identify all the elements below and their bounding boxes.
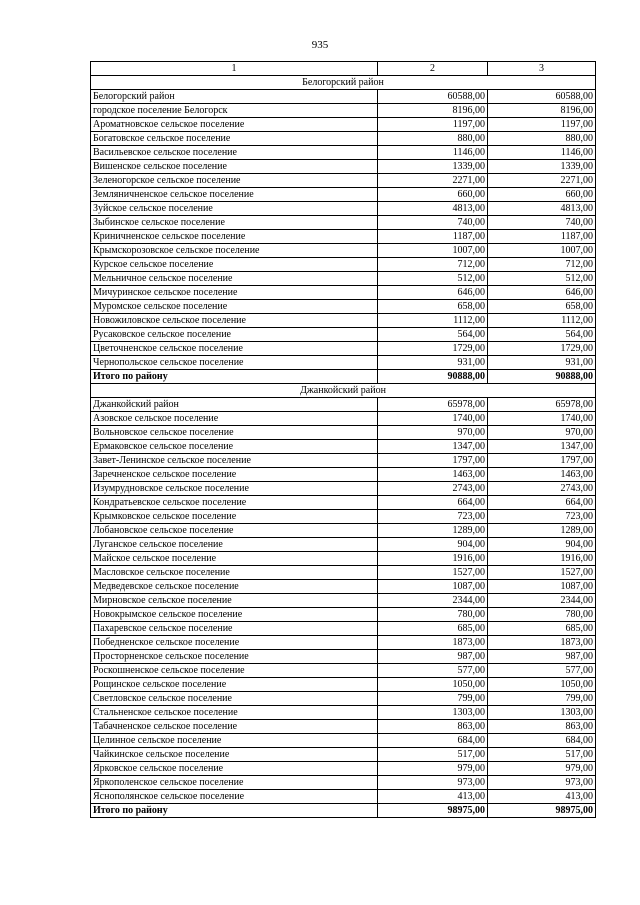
name-cell: Мичуринское сельское поселение [91, 286, 378, 300]
value-cell-col2: 1146,00 [378, 146, 488, 160]
name-cell: Мирновское сельское поселение [91, 594, 378, 608]
name-cell: Роскошненское сельское поселение [91, 664, 378, 678]
name-cell: Азовское сельское поселение [91, 412, 378, 426]
table-row [91, 468, 596, 482]
value-cell-col2: 1740,00 [378, 412, 488, 426]
page-number: 935 [311, 39, 329, 51]
name-cell: Ярковское сельское поселение [91, 762, 378, 776]
value-cell-col2: 904,00 [378, 538, 488, 552]
budget-table [90, 61, 596, 818]
total-value-col3: 90888,00 [488, 370, 596, 384]
value-cell-col3: 979,00 [488, 762, 596, 776]
name-cell: Заречненское сельское поселение [91, 468, 378, 482]
value-cell-col2: 8196,00 [378, 104, 488, 118]
table-row [91, 776, 596, 790]
header-cell-2: 2 [378, 62, 488, 76]
table-row [91, 356, 596, 370]
name-cell: Зеленогорское сельское поселение [91, 174, 378, 188]
value-cell-col3: 517,00 [488, 748, 596, 762]
table-row [91, 440, 596, 454]
value-cell-col2: 2271,00 [378, 174, 488, 188]
value-cell-col3: 1916,00 [488, 552, 596, 566]
value-cell-col3: 1187,00 [488, 230, 596, 244]
name-cell: Вольновское сельское поселение [91, 426, 378, 440]
name-cell: Целинное сельское поселение [91, 734, 378, 748]
value-cell-col3: 1146,00 [488, 146, 596, 160]
table-row [91, 580, 596, 594]
name-cell: Крымскорозовское сельское поселение [91, 244, 378, 258]
value-cell-col2: 1527,00 [378, 566, 488, 580]
value-cell-col3: 60588,00 [488, 90, 596, 104]
name-cell: Вишенское сельское поселение [91, 160, 378, 174]
table-row [91, 258, 596, 272]
name-cell: Пахаревское сельское поселение [91, 622, 378, 636]
name-cell: Светловское сельское поселение [91, 692, 378, 706]
value-cell-col2: 517,00 [378, 748, 488, 762]
name-cell: Яснополянское сельское поселение [91, 790, 378, 804]
table-row [91, 762, 596, 776]
total-row [91, 804, 596, 818]
name-cell: Цветочненское сельское поселение [91, 342, 378, 356]
value-cell-col2: 1347,00 [378, 440, 488, 454]
value-cell-col3: 799,00 [488, 692, 596, 706]
value-cell-col2: 1197,00 [378, 118, 488, 132]
total-value-col2: 90888,00 [378, 370, 488, 384]
value-cell-col2: 1087,00 [378, 580, 488, 594]
name-cell: Масловское сельское поселение [91, 566, 378, 580]
value-cell-col2: 564,00 [378, 328, 488, 342]
table-row [91, 790, 596, 804]
value-cell-col3: 970,00 [488, 426, 596, 440]
value-cell-col2: 970,00 [378, 426, 488, 440]
value-cell-col2: 973,00 [378, 776, 488, 790]
name-cell: Чайкинское сельское поселение [91, 748, 378, 762]
name-cell: Рощинское сельское поселение [91, 678, 378, 692]
value-cell-col2: 880,00 [378, 132, 488, 146]
value-cell-col3: 684,00 [488, 734, 596, 748]
value-cell-col3: 4813,00 [488, 202, 596, 216]
name-cell: Изумрудновское сельское поселение [91, 482, 378, 496]
value-cell-col3: 863,00 [488, 720, 596, 734]
table-row [91, 608, 596, 622]
value-cell-col2: 712,00 [378, 258, 488, 272]
name-cell: Новокрымское сельское поселение [91, 608, 378, 622]
value-cell-col3: 904,00 [488, 538, 596, 552]
table-row [91, 328, 596, 342]
name-cell: Победненское сельское поселение [91, 636, 378, 650]
value-cell-col3: 8196,00 [488, 104, 596, 118]
value-cell-col2: 577,00 [378, 664, 488, 678]
value-cell-col3: 780,00 [488, 608, 596, 622]
value-cell-col3: 1729,00 [488, 342, 596, 356]
value-cell-col2: 1339,00 [378, 160, 488, 174]
value-cell-col2: 979,00 [378, 762, 488, 776]
value-cell-col2: 2743,00 [378, 482, 488, 496]
table-row [91, 300, 596, 314]
table-row [91, 132, 596, 146]
value-cell-col3: 646,00 [488, 286, 596, 300]
table-row [91, 188, 596, 202]
value-cell-col3: 973,00 [488, 776, 596, 790]
value-cell-col3: 1339,00 [488, 160, 596, 174]
value-cell-col3: 658,00 [488, 300, 596, 314]
name-cell: Луганское сельское поселение [91, 538, 378, 552]
total-value-col2: 98975,00 [378, 804, 488, 818]
table-row [91, 664, 596, 678]
value-cell-col2: 987,00 [378, 650, 488, 664]
table-row [91, 594, 596, 608]
table-row [91, 748, 596, 762]
value-cell-col2: 1050,00 [378, 678, 488, 692]
table-row [91, 230, 596, 244]
name-cell: Мельничное сельское поселение [91, 272, 378, 286]
value-cell-col3: 1740,00 [488, 412, 596, 426]
value-cell-col3: 577,00 [488, 664, 596, 678]
table-row [91, 272, 596, 286]
name-cell: Медведевское сельское поселение [91, 580, 378, 594]
total-label: Итого по району [91, 804, 378, 818]
value-cell-col3: 685,00 [488, 622, 596, 636]
value-cell-col3: 1289,00 [488, 524, 596, 538]
name-cell: Стальненское сельское поселение [91, 706, 378, 720]
name-cell: Просторненское сельское поселение [91, 650, 378, 664]
table-row [91, 342, 596, 356]
value-cell-col3: 1797,00 [488, 454, 596, 468]
table-row [91, 706, 596, 720]
table-row [91, 496, 596, 510]
value-cell-col2: 1463,00 [378, 468, 488, 482]
name-cell: Майское сельское поселение [91, 552, 378, 566]
value-cell-col2: 1187,00 [378, 230, 488, 244]
name-cell: Чернопольское сельское поселение [91, 356, 378, 370]
table-row [91, 174, 596, 188]
value-cell-col2: 1797,00 [378, 454, 488, 468]
name-cell: Новожиловское сельское поселение [91, 314, 378, 328]
name-cell: Зуйское сельское поселение [91, 202, 378, 216]
value-cell-col3: 1007,00 [488, 244, 596, 258]
table-row [91, 566, 596, 580]
value-cell-col3: 931,00 [488, 356, 596, 370]
header-cell-1: 1 [91, 62, 378, 76]
name-cell: Завет-Ленинское сельское поселение [91, 454, 378, 468]
table-row [91, 314, 596, 328]
value-cell-col3: 1112,00 [488, 314, 596, 328]
value-cell-col3: 512,00 [488, 272, 596, 286]
table-row [91, 90, 596, 104]
table-row [91, 538, 596, 552]
value-cell-col2: 664,00 [378, 496, 488, 510]
table-row [91, 454, 596, 468]
name-cell: Белогорский район [91, 90, 378, 104]
name-cell: Русаковское сельское поселение [91, 328, 378, 342]
section-header-row [91, 76, 596, 90]
value-cell-col3: 880,00 [488, 132, 596, 146]
name-cell: Муромское сельское поселение [91, 300, 378, 314]
table-row [91, 412, 596, 426]
name-cell: Ароматновское сельское поселение [91, 118, 378, 132]
value-cell-col3: 1527,00 [488, 566, 596, 580]
table-row [91, 146, 596, 160]
value-cell-col2: 780,00 [378, 608, 488, 622]
value-cell-col3: 740,00 [488, 216, 596, 230]
name-cell: Васильевское сельское поселение [91, 146, 378, 160]
value-cell-col3: 2271,00 [488, 174, 596, 188]
name-cell: Ермаковское сельское поселение [91, 440, 378, 454]
table-row [91, 104, 596, 118]
section-title: Джанкойский район [91, 384, 596, 398]
section-header-row [91, 384, 596, 398]
value-cell-col2: 1729,00 [378, 342, 488, 356]
name-cell: Зыбинское сельское поселение [91, 216, 378, 230]
table-row [91, 720, 596, 734]
value-cell-col2: 512,00 [378, 272, 488, 286]
name-cell: Джанкойский район [91, 398, 378, 412]
name-cell: Кондратьевское сельское поселение [91, 496, 378, 510]
value-cell-col2: 1007,00 [378, 244, 488, 258]
total-value-col3: 98975,00 [488, 804, 596, 818]
value-cell-col2: 60588,00 [378, 90, 488, 104]
value-cell-col3: 1463,00 [488, 468, 596, 482]
value-cell-col3: 413,00 [488, 790, 596, 804]
value-cell-col3: 2743,00 [488, 482, 596, 496]
total-row [91, 370, 596, 384]
value-cell-col3: 1347,00 [488, 440, 596, 454]
table-row [91, 286, 596, 300]
value-cell-col3: 1197,00 [488, 118, 596, 132]
value-cell-col2: 4813,00 [378, 202, 488, 216]
table-row [91, 734, 596, 748]
total-label: Итого по району [91, 370, 378, 384]
name-cell: Лобановское сельское поселение [91, 524, 378, 538]
table-row [91, 160, 596, 174]
header-row [91, 62, 596, 76]
name-cell: Яркополенское сельское поселение [91, 776, 378, 790]
table-row [91, 216, 596, 230]
value-cell-col3: 2344,00 [488, 594, 596, 608]
table-row [91, 552, 596, 566]
value-cell-col3: 1087,00 [488, 580, 596, 594]
name-cell: Криничненское сельское поселение [91, 230, 378, 244]
value-cell-col2: 413,00 [378, 790, 488, 804]
value-cell-col2: 1873,00 [378, 636, 488, 650]
value-cell-col2: 740,00 [378, 216, 488, 230]
table-row [91, 636, 596, 650]
name-cell: Богатовское сельское поселение [91, 132, 378, 146]
name-cell: Земляничненское сельское поселение [91, 188, 378, 202]
value-cell-col2: 799,00 [378, 692, 488, 706]
value-cell-col2: 2344,00 [378, 594, 488, 608]
table-row [91, 678, 596, 692]
table-row [91, 482, 596, 496]
name-cell: Табачненское сельское поселение [91, 720, 378, 734]
value-cell-col2: 658,00 [378, 300, 488, 314]
table-body [91, 62, 596, 818]
value-cell-col3: 723,00 [488, 510, 596, 524]
value-cell-col2: 1303,00 [378, 706, 488, 720]
value-cell-col3: 987,00 [488, 650, 596, 664]
table-row [91, 692, 596, 706]
table-row [91, 510, 596, 524]
value-cell-col2: 685,00 [378, 622, 488, 636]
value-cell-col2: 723,00 [378, 510, 488, 524]
table-row [91, 426, 596, 440]
value-cell-col2: 660,00 [378, 188, 488, 202]
value-cell-col3: 660,00 [488, 188, 596, 202]
value-cell-col2: 1916,00 [378, 552, 488, 566]
table-row [91, 202, 596, 216]
table-row [91, 118, 596, 132]
value-cell-col3: 1873,00 [488, 636, 596, 650]
value-cell-col2: 931,00 [378, 356, 488, 370]
value-cell-col3: 1050,00 [488, 678, 596, 692]
value-cell-col2: 1112,00 [378, 314, 488, 328]
value-cell-col2: 1289,00 [378, 524, 488, 538]
name-cell: Крымковское сельское поселение [91, 510, 378, 524]
value-cell-col2: 863,00 [378, 720, 488, 734]
table-row [91, 244, 596, 258]
value-cell-col3: 1303,00 [488, 706, 596, 720]
name-cell: городское поселение Белогорск [91, 104, 378, 118]
table-row [91, 524, 596, 538]
table-row [91, 650, 596, 664]
value-cell-col2: 646,00 [378, 286, 488, 300]
header-cell-3: 3 [488, 62, 596, 76]
section-title: Белогорский район [91, 76, 596, 90]
table-row [91, 398, 596, 412]
value-cell-col3: 664,00 [488, 496, 596, 510]
value-cell-col3: 564,00 [488, 328, 596, 342]
table-row [91, 622, 596, 636]
value-cell-col3: 65978,00 [488, 398, 596, 412]
value-cell-col2: 65978,00 [378, 398, 488, 412]
value-cell-col2: 684,00 [378, 734, 488, 748]
name-cell: Курское сельское поселение [91, 258, 378, 272]
value-cell-col3: 712,00 [488, 258, 596, 272]
